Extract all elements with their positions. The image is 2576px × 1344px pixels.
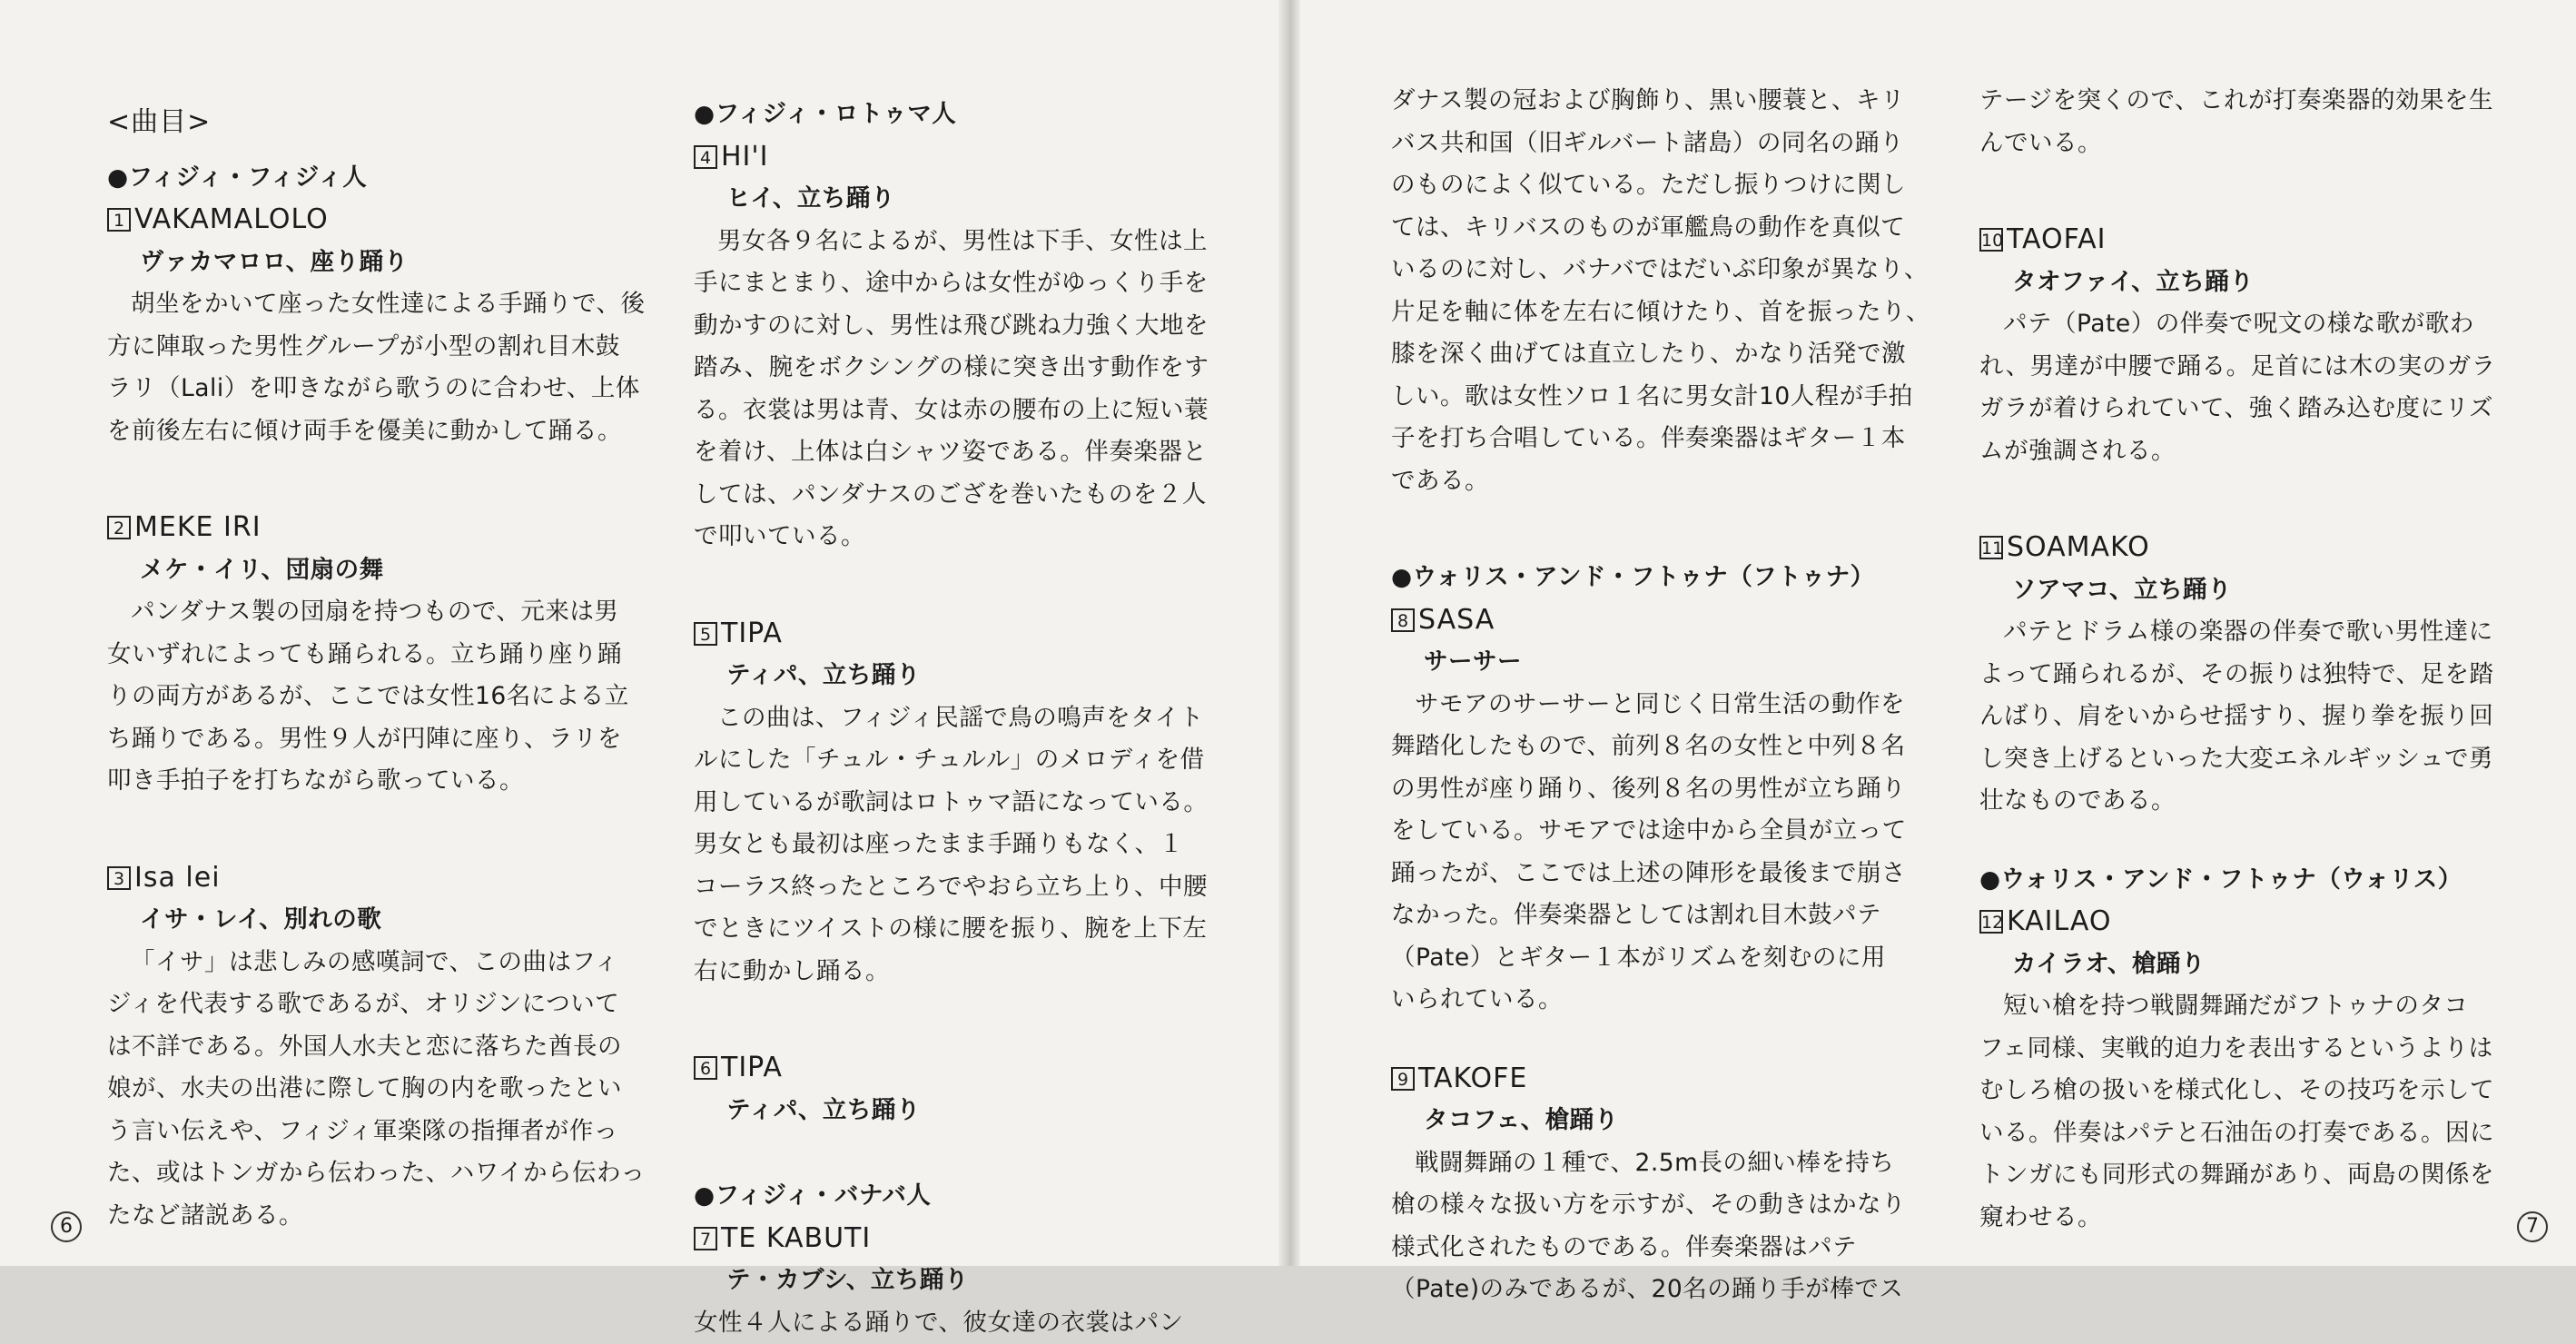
body-line: パンダナス製の団扇を持つもので、元来は男	[107, 591, 652, 634]
body-line: むしろ槍の扱いを様式化し、その技巧を示して	[1979, 1070, 2524, 1112]
section-heading-wallis: ●ウォリス・アンド・フトゥナ（ウォリス）	[1979, 859, 2524, 902]
body-line: でときにツイストの様に腰を振り、腕を上下左	[694, 908, 1239, 951]
body-line: ガラが着けられていて、強く踏み込む度にリズ	[1979, 388, 2524, 430]
body-line: 方に陣取った男性グループが小型の割れ目木鼓	[107, 326, 652, 369]
section-heading-futuna: ●ウォリス・アンド・フトゥナ（フトゥナ）	[1391, 557, 1936, 599]
track-title-text: SASA	[1418, 604, 1495, 636]
body-line: しては、パンダナスのござを巻いたものを２人	[694, 474, 1239, 517]
body-line: んばり、肩をいからせ揺すり、握り拳を振り回	[1979, 696, 2524, 738]
track-number: 4	[694, 145, 717, 169]
track-subtitle: イサ・レイ、別れの歌	[107, 899, 652, 942]
track-title-text: TE KABUTI	[721, 1222, 871, 1254]
track-title-text: TAOFAI	[2007, 223, 2106, 255]
body-line: パテとドラム様の楽器の伴奏で歌い男性達に	[1979, 611, 2524, 654]
track-title	[694, 1047, 1239, 1090]
body-line: のものによく似ている。ただし振りつけに関し	[1391, 164, 1936, 207]
body-line: フェ同様、実戦的迫力を表出するというよりは	[1979, 1028, 2524, 1071]
body-line: いる。伴奏はパテと石油缶の打奏である。因に	[1979, 1112, 2524, 1155]
body-line: を着け、上体は白シャツ姿である。伴奏楽器と	[694, 431, 1239, 474]
body-line: う言い伝えや、フィジィ軍楽隊の指揮者が作っ	[107, 1111, 652, 1153]
track-number: 5	[694, 622, 717, 646]
body-line: 槍の様々な扱い方を示すが、その動きはかなり	[1391, 1184, 1936, 1227]
body-line: （Pate）とギター１本がリズムを刻むのに用	[1391, 937, 1936, 980]
track-subtitle: タコフェ、槍踊り	[1391, 1100, 1936, 1142]
track-title-text: TIPA	[721, 618, 783, 649]
track-title-text: SOAMAKO	[2007, 531, 2150, 563]
body-line: し突き上げるといった大変エネルギッシュで勇	[1979, 738, 2524, 781]
track-subtitle: ソアマコ、立ち踊り	[1979, 569, 2524, 612]
track-subtitle: タオファイ、立ち踊り	[1979, 262, 2524, 304]
body-line: いるのに対し、バナバではだいぶ印象が異なり、	[1391, 249, 1936, 292]
track-number: 2	[107, 516, 131, 539]
body-line: 「イサ」は悲しみの感嘆詞で、この曲はフィ	[107, 942, 652, 984]
body-line: りの両方があるが、ここでは女性16名による立	[107, 676, 652, 718]
track-subtitle: メケ・イリ、団扇の舞	[107, 549, 652, 592]
track-title	[107, 199, 652, 242]
body-line: ダナス製の冠および胸飾り、黒い腰蓑と、キリ	[1391, 80, 1936, 123]
body-line: 娘が、水夫の出港に際して胸の内を歌ったとい	[107, 1068, 652, 1111]
page-number-right: 7	[2517, 1211, 2548, 1242]
body-line: ムが強調される。	[1979, 430, 2524, 473]
track-title-text: HI'I	[721, 141, 769, 173]
track-number: 7	[694, 1227, 717, 1250]
track-number: 10	[1979, 228, 2003, 252]
body-line: 踊ったが、ここでは上述の陣形を最後まで崩さ	[1391, 853, 1936, 895]
body-line: ては、キリバスのものが軍艦鳥の動作を真似て	[1391, 207, 1936, 250]
track-title-text: Isa lei	[134, 862, 221, 894]
body-line: の男性が座り踊り、後列８名の男性が立ち踊り	[1391, 768, 1936, 811]
track-title	[107, 507, 652, 549]
track-title	[1391, 599, 1936, 642]
body-line: 踏み、腕をボクシングの様に突き出す動作をす	[694, 347, 1239, 390]
column-2	[694, 94, 1239, 1344]
body-line: ジィを代表する歌であるが、オリジンについて	[107, 983, 652, 1026]
track-title-text: KAILAO	[2007, 905, 2112, 937]
body-line: 女性４人による踊りで、彼女達の衣裳はパン	[694, 1302, 1239, 1344]
track-title-text: VAKAMALOLO	[134, 203, 329, 235]
track-title	[1391, 1058, 1936, 1101]
body-line: で叩いている。	[694, 516, 1239, 558]
page-number-left: 6	[51, 1211, 82, 1242]
body-line: 片足を軸に体を左右に傾けたり、首を振ったり、	[1391, 292, 1936, 334]
column-1	[107, 102, 652, 1237]
body-line: （Pate)のみであるが、20名の踊り手が棒でス	[1391, 1269, 1936, 1311]
body-line: 動かすのに対し、男性は飛び跳ね力強く大地を	[694, 305, 1239, 348]
body-line: テージを突くので、これが打奏楽器的効果を生	[1979, 80, 2524, 123]
body-line: 叩き手拍子を打ちながら歌っている。	[107, 760, 652, 803]
track-title	[694, 1218, 1239, 1260]
column-4	[1979, 80, 2524, 1239]
track-number: 6	[694, 1056, 717, 1080]
body-line: たなど諸説ある。	[107, 1195, 652, 1238]
body-line: 膝を深く曲げては直立したり、かなり活発で激	[1391, 333, 1936, 376]
body-line: 手にまとまり、途中からは女性がゆっくり手を	[694, 262, 1239, 305]
track-number: 3	[107, 866, 131, 890]
track-subtitle: カイラオ、槍踊り	[1979, 944, 2524, 986]
body-line: 様式化されたものである。伴奏楽器はパテ	[1391, 1227, 1936, 1270]
page-gutter	[1278, 0, 1300, 1266]
track-title	[1979, 527, 2524, 569]
track-subtitle: ティパ、立ち踊り	[694, 655, 1239, 697]
body-line: を前後左右に傾け両手を優美に動かして踊る。	[107, 410, 652, 453]
track-subtitle: ヴァカマロロ、座り踊り	[107, 242, 652, 284]
section-heading-fiji: ●フィジィ・フィジィ人	[107, 157, 652, 200]
body-line: 子を打ち合唱している。伴奏楽器はギター１本	[1391, 418, 1936, 460]
track-title-text: TIPA	[721, 1052, 783, 1083]
track-number: 1	[107, 208, 131, 232]
track-number: 9	[1391, 1067, 1415, 1091]
body-line: れ、男達が中腰で踊る。足首には木の実のガラ	[1979, 346, 2524, 389]
body-line: ラリ（Lali）を叩きながら歌うのに合わせ、上体	[107, 368, 652, 410]
track-subtitle: ヒイ、立ち踊り	[694, 178, 1239, 221]
track-title-text: MEKE IRI	[134, 511, 262, 543]
body-line: 右に動かし踊る。	[694, 951, 1239, 993]
track-title	[1979, 219, 2524, 262]
track-title	[107, 857, 652, 900]
body-line: は不詳である。外国人水夫と恋に落ちた酋長の	[107, 1026, 652, 1069]
body-line: しい。歌は女性ソロ１名に男女計10人程が手拍	[1391, 376, 1936, 419]
track-subtitle: テ・カブシ、立ち踊り	[694, 1260, 1239, 1302]
track-list-header: <曲目>	[107, 102, 652, 144]
track-title	[1979, 901, 2524, 944]
track-number: 11	[1979, 536, 2003, 559]
body-line: いられている。	[1391, 979, 1936, 1022]
body-line: である。	[1391, 460, 1936, 503]
body-line: よって踊られるが、その振りは独特で、足を踏	[1979, 654, 2524, 697]
track-number: 8	[1391, 608, 1415, 632]
body-line: 胡坐をかいて座った女性達による手踊りで、後	[107, 283, 652, 326]
body-line: この曲は、フィジィ民謡で鳥の鳴声をタイト	[694, 697, 1239, 740]
body-line: ルにした「チュル・チュルル」のメロディを借	[694, 739, 1239, 782]
section-heading-rotuma: ●フィジィ・ロトゥマ人	[694, 94, 1239, 136]
body-line: 男女各９名によるが、男性は下手、女性は上	[694, 221, 1239, 263]
body-line: トンガにも同形式の舞踊があり、両島の関係を	[1979, 1154, 2524, 1197]
body-line: 窺わせる。	[1979, 1197, 2524, 1240]
body-line: た、或はトンガから伝わった、ハワイから伝わっ	[107, 1152, 652, 1195]
body-line: コーラス終ったところでやおら立ち上り、中腰	[694, 866, 1239, 909]
track-number: 12	[1979, 910, 2003, 934]
track-subtitle: ティパ、立ち踊り	[694, 1090, 1239, 1132]
body-line: んでいる。	[1979, 123, 2524, 165]
body-line: 壮なものである。	[1979, 780, 2524, 823]
body-line: 女いずれによっても踊られる。立ち踊り座り踊	[107, 634, 652, 677]
body-line: ち踊りである。男性９人が円陣に座り、ラリを	[107, 718, 652, 761]
body-line: をしている。サモアでは途中から全員が立って	[1391, 810, 1936, 853]
body-line: バス共和国（旧ギルバート諸島）の同名の踊り	[1391, 123, 1936, 165]
body-line: 戦闘舞踊の１種で、2.5m長の細い棒を持ち	[1391, 1142, 1936, 1185]
body-line: 短い槍を持つ戦闘舞踊だがフトゥナのタコ	[1979, 985, 2524, 1028]
body-line: 男女とも最初は座ったまま手踊りもなく、１	[694, 824, 1239, 866]
body-line: サモアのサーサーと同じく日常生活の動作を	[1391, 684, 1936, 726]
body-line: なかった。伴奏楽器としては割れ目木鼓パテ	[1391, 894, 1936, 937]
track-title	[694, 136, 1239, 179]
column-3	[1391, 80, 1936, 1311]
body-line: 舞踏化したもので、前列８名の女性と中列８名	[1391, 726, 1936, 768]
track-title	[694, 613, 1239, 656]
body-line: る。衣裳は男は青、女は赤の腰布の上に短い蓑	[694, 390, 1239, 432]
body-line: 用しているが歌詞はロトゥマ語になっている。	[694, 782, 1239, 825]
body-line: パテ（Pate）の伴奏で呪文の様な歌が歌わ	[1979, 303, 2524, 346]
track-subtitle: サーサー	[1391, 641, 1936, 684]
section-heading-banaba: ●フィジィ・バナバ人	[694, 1175, 1239, 1218]
track-title-text: TAKOFE	[1418, 1062, 1527, 1094]
